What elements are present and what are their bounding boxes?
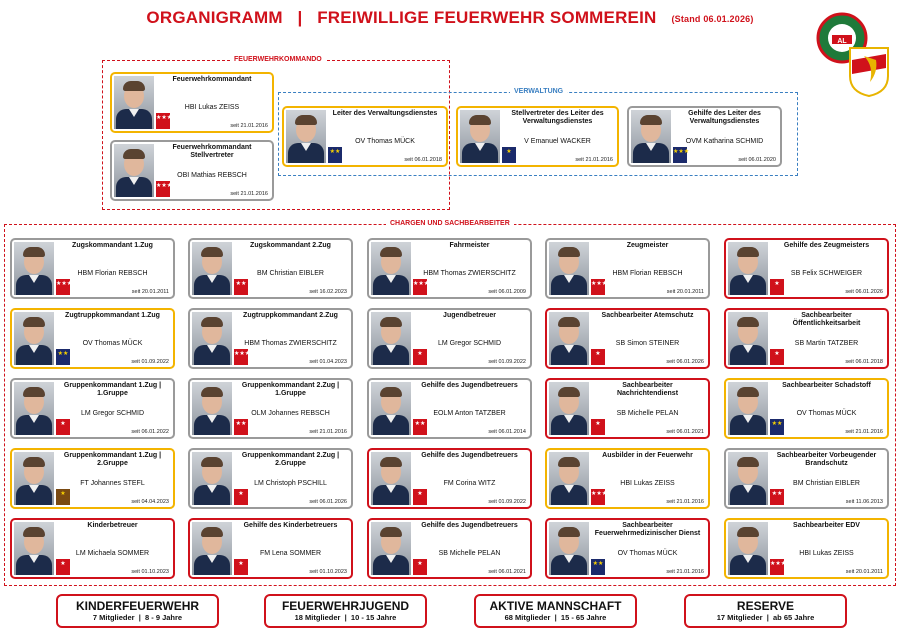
rank-stars: ★★★ — [156, 115, 173, 121]
since-date: seit 06.01.2021 — [666, 429, 704, 435]
rank-stars: ★ — [417, 351, 423, 357]
since-date: seit 21.01.2016 — [666, 569, 704, 575]
role-title: Sachbearbeiter Feuerwehrmedizinischer Dienst — [594, 522, 701, 537]
role-title: Zugtruppkommandant 2.Zug — [243, 312, 338, 319]
rank-stars: ★ — [774, 351, 780, 357]
since-date: seit 06.01.2022 — [131, 429, 169, 435]
stat-count: 68 Mitglieder | 15 - 65 Jahre — [504, 613, 607, 622]
person-name: LM Gregor SCHMID — [437, 340, 501, 347]
person-photo — [549, 382, 589, 435]
person-card — [188, 308, 353, 369]
since-date: seit 06.01.2020 — [738, 157, 776, 163]
stat-count: 18 Mitglieder | 10 - 15 Jahre — [294, 613, 397, 622]
rank-stars: ★ — [506, 149, 512, 155]
since-date: seit 04.04.2023 — [131, 499, 169, 505]
person-name: SB Michelle PELAN — [616, 410, 679, 417]
person-name: SB Michelle PELAN — [438, 550, 501, 557]
person-card — [188, 518, 353, 579]
person-card — [367, 308, 532, 369]
person-photo — [192, 522, 232, 575]
person-name: LM Gregor SCHMID — [80, 410, 144, 417]
stat-feuerwehrjugend — [264, 594, 427, 628]
person-name: HBM Thomas ZWIERSCHITZ — [423, 270, 516, 277]
person-card — [110, 140, 274, 201]
person-card — [10, 308, 175, 369]
rank-stars: ★★ — [592, 561, 604, 567]
rank-stars: ★★ — [57, 351, 69, 357]
role-title: Sachbearbeiter Vorbeugender Brandschutz — [776, 452, 877, 467]
person-name: EOLM Anton TATZBER — [433, 410, 506, 417]
rank-stars: ★ — [595, 351, 601, 357]
rank-stars: ★★ — [414, 421, 426, 427]
rank-stars: ★★★ — [56, 281, 73, 287]
since-date: seit 21.01.2016 — [575, 157, 613, 163]
person-card — [724, 308, 889, 369]
person-photo — [371, 522, 411, 575]
role-title: Sachbearbeiter EDV — [793, 522, 860, 529]
rank-badge-icon — [156, 113, 173, 129]
rank-badge-icon — [591, 419, 605, 435]
since-date: seit 16.02.2023 — [309, 289, 347, 295]
role-title: Gruppenkommandant 2.Zug | 1.Gruppe — [241, 382, 340, 397]
since-date: seit 01.09.2022 — [488, 359, 526, 365]
rank-stars: ★★ — [235, 421, 247, 427]
page-title — [0, 8, 900, 28]
person-photo — [192, 312, 232, 365]
rank-stars: ★ — [60, 561, 66, 567]
person-photo — [371, 382, 411, 435]
rank-stars: ★★★ — [591, 281, 608, 287]
since-date: seit 01.04.2023 — [309, 359, 347, 365]
rank-stars: ★★★ — [770, 561, 787, 567]
since-date: seit 20.01.2011 — [845, 569, 883, 575]
person-card — [110, 72, 274, 133]
person-name: FM Lena SOMMER — [259, 550, 322, 557]
rank-stars: ★★ — [771, 491, 783, 497]
person-name: LM Michaela SOMMER — [75, 550, 150, 557]
person-name: FT Johannes STEFL — [80, 480, 145, 487]
stat-reserve — [684, 594, 847, 628]
role-title: Jugendbetreuer — [443, 312, 496, 319]
person-photo — [728, 312, 768, 365]
logo-lettering: AL — [837, 38, 847, 45]
rank-badge-icon — [234, 279, 248, 295]
title-text: ORGANIGRAMM | FREIWILLIGE FEUERWEHR SOMMEREIN — [146, 8, 657, 27]
person-photo — [14, 312, 54, 365]
role-title: Gehilfe des Zeugmeisters — [783, 242, 870, 249]
role-title: Gehilfe des Jugendbetreuers — [421, 382, 518, 389]
person-photo — [460, 110, 500, 163]
person-card — [188, 378, 353, 439]
person-name: BM Christian EIBLER — [257, 270, 324, 277]
section-label-verwaltung: VERWALTUNG — [510, 88, 567, 95]
role-title: Feuerwehrkommandant — [172, 76, 252, 83]
since-date: seit 01.10.2023 — [309, 569, 347, 575]
rank-badge-icon — [234, 349, 251, 365]
person-card — [545, 518, 710, 579]
person-photo — [192, 452, 232, 505]
person-name: SB Simon STEINER — [615, 340, 680, 347]
person-card — [10, 378, 175, 439]
role-title: Zugtruppkommandant 1.Zug — [65, 312, 160, 319]
person-name: HBM Florian REBSCH — [612, 270, 683, 277]
person-photo — [192, 242, 232, 295]
role-title: Gruppenkommandant 1.Zug | 2.Gruppe — [63, 452, 162, 467]
person-card — [724, 448, 889, 509]
since-date: seit 01.09.2022 — [488, 499, 526, 505]
role-title: Fahrmeister — [449, 242, 490, 249]
role-title: Zugskommandant 2.Zug — [250, 242, 331, 249]
person-name: OV Thomas MÜCK — [617, 550, 678, 557]
since-date: seit 21.01.2016 — [230, 123, 268, 129]
person-photo — [371, 242, 411, 295]
rank-badge-icon — [413, 559, 427, 575]
person-photo — [728, 382, 768, 435]
since-date: seit 20.01.2011 — [131, 289, 169, 295]
since-date: seit 06.01.2014 — [488, 429, 526, 435]
stat-aktive-mannschaft — [474, 594, 637, 628]
rank-badge-icon — [591, 349, 605, 365]
person-card — [10, 518, 175, 579]
person-photo — [192, 382, 232, 435]
rank-badge-icon — [591, 279, 608, 295]
person-card — [367, 448, 532, 509]
rank-stars: ★ — [595, 421, 601, 427]
role-title: Gehilfe des Jugendbetreuers — [421, 522, 518, 529]
rank-badge-icon — [413, 489, 427, 505]
person-name: SB Felix SCHWEIGER — [790, 270, 863, 277]
role-title: Sachbearbeiter Öffentlichkeitsarbeit — [792, 312, 861, 327]
person-photo — [371, 452, 411, 505]
role-title: Gehilfe des Leiter des Verwaltungsdienstes — [688, 110, 761, 125]
person-name: HBI Lukas ZEISS — [799, 550, 854, 557]
role-title: Sachbearbeiter Nachrichtendienst — [616, 382, 679, 397]
person-name: OV Thomas MÜCK — [796, 410, 857, 417]
since-date: seit 06.01.2021 — [488, 569, 526, 575]
person-card — [367, 378, 532, 439]
person-card — [724, 238, 889, 299]
person-card — [10, 448, 175, 509]
rank-stars: ★ — [60, 491, 66, 497]
person-name: FM Corina WITZ — [443, 480, 496, 487]
since-date: seit 21.01.2016 — [845, 429, 883, 435]
person-photo — [728, 522, 768, 575]
person-name: OV Thomas MÜCK — [355, 138, 415, 145]
section-label-kommando: FEUERWEHRKOMMANDO — [230, 56, 326, 63]
rank-stars: ★★★ — [156, 183, 173, 189]
role-title: Zugskommandant 1.Zug — [72, 242, 153, 249]
stand-date: (Stand 06.01.2026) — [671, 13, 754, 24]
person-photo — [14, 522, 54, 575]
rank-stars: ★ — [774, 281, 780, 287]
rank-stars: ★★★ — [413, 281, 430, 287]
person-name: OLM Johannes REBSCH — [251, 410, 330, 417]
person-photo — [631, 110, 671, 163]
person-photo — [549, 312, 589, 365]
rank-badge-icon — [591, 489, 608, 505]
role-title: Gruppenkommandant 2.Zug | 2.Gruppe — [241, 452, 340, 467]
stat-name: KINDERFEUERWEHR — [75, 599, 200, 613]
person-card — [367, 238, 532, 299]
person-name: OBI Mathias REBSCH — [177, 172, 247, 179]
section-label-chargen: CHARGEN UND SACHBEARBEITER — [386, 220, 514, 227]
since-date: seit 20.01.2011 — [666, 289, 704, 295]
person-name: OV Thomas MÜCK — [82, 340, 143, 347]
rank-stars: ★★ — [235, 281, 247, 287]
role-title: Zeugmeister — [626, 242, 669, 249]
person-card — [545, 378, 710, 439]
rank-badge-icon — [413, 419, 427, 435]
person-name: HBI Lukas ZEISS — [620, 480, 675, 487]
stat-name: FEUERWEHRJUGEND — [281, 599, 410, 613]
ff-logo — [814, 8, 894, 98]
since-date: seit 01.10.2023 — [131, 569, 169, 575]
person-photo — [14, 242, 54, 295]
since-date: seit 11.06.2013 — [845, 499, 883, 505]
stat-count: 7 Mitglieder | 8 - 9 Jahre — [92, 613, 183, 622]
person-card — [545, 308, 710, 369]
person-name: LM Christoph PSCHILL — [254, 480, 327, 487]
since-date: seit 06.01.2026 — [309, 499, 347, 505]
rank-badge-icon — [413, 349, 427, 365]
rank-badge-icon — [56, 349, 70, 365]
person-name: SB Martin TATZBER — [794, 340, 859, 347]
person-name: OVM Katharina SCHMID — [685, 138, 764, 145]
since-date: seit 06.01.2026 — [845, 289, 883, 295]
person-card — [627, 106, 782, 167]
rank-badge-icon — [413, 279, 430, 295]
since-date: seit 06.01.2018 — [404, 157, 442, 163]
person-card — [545, 448, 710, 509]
person-photo — [549, 242, 589, 295]
since-date: seit 01.09.2022 — [131, 359, 169, 365]
role-title: Gehilfe des Kinderbetreuers — [243, 522, 338, 529]
rank-badge-icon — [770, 349, 784, 365]
rank-stars: ★ — [238, 491, 244, 497]
rank-badge-icon — [156, 181, 173, 197]
person-card — [188, 238, 353, 299]
person-name: HBM Thomas ZWIERSCHITZ — [244, 340, 337, 347]
role-title: Gehilfe des Jugendbetreuers — [421, 452, 518, 459]
rank-stars: ★ — [417, 491, 423, 497]
person-photo — [114, 76, 154, 129]
role-title: Sachbearbeiter Atemschutz — [601, 312, 694, 319]
person-card — [10, 238, 175, 299]
stat-count: 17 Mitglieder | ab 65 Jahre — [716, 613, 815, 622]
person-photo — [549, 452, 589, 505]
stat-name: RESERVE — [736, 599, 795, 613]
person-photo — [114, 144, 154, 197]
since-date: seit 21.01.2016 — [666, 499, 704, 505]
rank-stars: ★ — [417, 561, 423, 567]
stat-name: AKTIVE MANNSCHAFT — [489, 599, 622, 613]
person-card — [282, 106, 448, 167]
rank-stars: ★★ — [329, 149, 341, 155]
person-card — [367, 518, 532, 579]
role-title: Gruppenkommandant 1.Zug | 1.Gruppe — [63, 382, 162, 397]
role-title: Leiter des Verwaltungsdienstes — [332, 110, 438, 117]
person-card — [545, 238, 710, 299]
person-photo — [728, 242, 768, 295]
person-card — [724, 518, 889, 579]
rank-badge-icon — [234, 559, 248, 575]
rank-stars: ★★ — [771, 421, 783, 427]
person-photo — [371, 312, 411, 365]
since-date: seit 06.01.2009 — [488, 289, 526, 295]
role-title: Feuerwehrkommandant Stellvertreter — [172, 144, 252, 159]
rank-badge-icon — [328, 147, 342, 163]
rank-stars: ★★★ — [673, 149, 690, 155]
rank-badge-icon — [56, 419, 70, 435]
rank-badge-icon — [234, 419, 248, 435]
role-title: Kinderbetreuer — [87, 522, 138, 529]
rank-badge-icon — [56, 559, 70, 575]
role-title: Ausbilder in der Feuerwehr — [602, 452, 693, 459]
rank-badge-icon — [502, 147, 516, 163]
since-date: seit 21.01.2016 — [230, 191, 268, 197]
person-card — [724, 378, 889, 439]
rank-stars: ★★★ — [591, 491, 608, 497]
person-photo — [549, 522, 589, 575]
person-name: V Emanuel WACKER — [524, 138, 591, 145]
person-photo — [14, 382, 54, 435]
person-photo — [14, 452, 54, 505]
rank-badge-icon — [234, 489, 248, 505]
person-photo — [286, 110, 326, 163]
person-photo — [728, 452, 768, 505]
rank-badge-icon — [770, 559, 787, 575]
role-title: Stellvertreter des Leiter des Verwaltungsdienstes — [511, 110, 604, 125]
person-card — [188, 448, 353, 509]
rank-badge-icon — [770, 489, 784, 505]
logo-graphic — [814, 8, 894, 98]
since-date: seit 06.01.2026 — [666, 359, 704, 365]
rank-badge-icon — [56, 489, 70, 505]
person-name: BM Christian EIBLER — [793, 480, 860, 487]
person-name: HBI Lukas ZEISS — [184, 104, 240, 111]
role-title: Sachbearbeiter Schadstoff — [782, 382, 871, 389]
rank-badge-icon — [770, 419, 784, 435]
rank-stars: ★ — [238, 561, 244, 567]
rank-stars: ★ — [60, 421, 66, 427]
since-date: seit 06.01.2018 — [845, 359, 883, 365]
since-date: seit 21.01.2016 — [309, 429, 347, 435]
stat-kinderfeuerwehr — [56, 594, 219, 628]
rank-badge-icon — [770, 279, 784, 295]
rank-badge-icon — [591, 559, 605, 575]
rank-stars: ★★★ — [234, 351, 251, 357]
person-name: HBM Florian REBSCH — [77, 270, 148, 277]
person-card — [456, 106, 619, 167]
rank-badge-icon — [673, 147, 690, 163]
rank-badge-icon — [56, 279, 73, 295]
